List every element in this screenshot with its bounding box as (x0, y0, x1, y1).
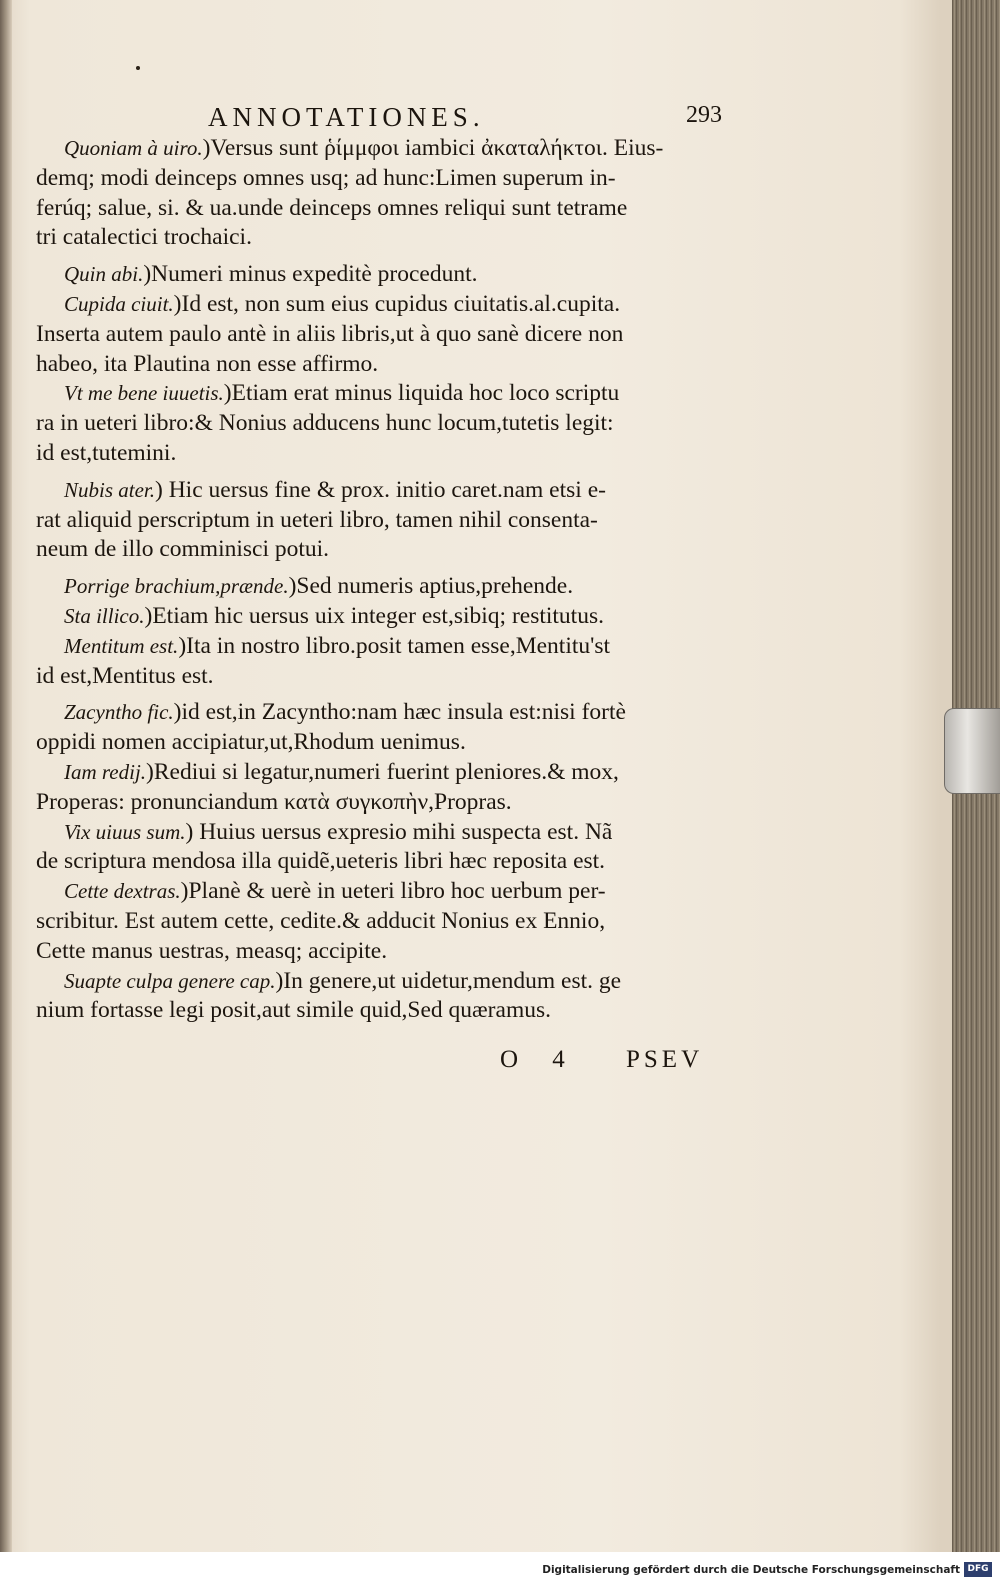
text-line (36, 632, 736, 662)
line-text: tri catalectici trochaici. (36, 224, 252, 251)
text-line (36, 260, 736, 290)
text-line (36, 728, 736, 758)
line-text: )Sed numeris aptius,prehende. (288, 573, 574, 600)
text-line (36, 379, 736, 409)
line-text: )Ita in nostro libro.posit tamen esse,Mentitu'st (178, 632, 611, 659)
text-line (36, 164, 736, 194)
text-line (36, 847, 736, 877)
line-text: Properas: pronunciandum κατὰ συγκοπὴν,Propras. (36, 788, 512, 815)
text-line (36, 572, 736, 602)
page-header (120, 100, 740, 136)
line-text: habeo, ita Plautina non esse affirmo. (36, 350, 379, 377)
text-line (36, 996, 736, 1026)
text-line (36, 698, 736, 728)
line-text: )Planè & uerè in ueteri libro hoc uerbum per- (180, 878, 606, 905)
line-text: Inserta autem paulo antè in aliis libris,ut à quo sanè dicere non (36, 320, 624, 347)
line-text: ferúq; salue, si. & ua.unde deinceps omnes reliqui sunt tetrame (36, 194, 628, 221)
line-text: rat aliquid perscriptum in ueteri libro, tamen nihil consenta- (36, 506, 598, 533)
running-head: ANNOTATIONES. (208, 102, 485, 132)
line-text: )Numeri minus expeditè procedunt. (143, 261, 478, 288)
text-line (36, 937, 736, 967)
line-text: nium fortasse legi posit,aut simile quid,Sed quæramus. (36, 997, 551, 1024)
line-text: ra in ueteri libro:& Nonius adducens hunc locum,tutetis legit: (36, 410, 614, 437)
funding-credit: Digitalisierung gefördert durch die Deutsche Forschungsgemeinschaft (542, 1564, 960, 1576)
text-line (36, 350, 736, 380)
line-text: )Id est, non sum eius cupidus ciuitatis.al.cupita. (173, 290, 621, 317)
text-line (36, 967, 736, 997)
page-number: 293 (686, 102, 722, 128)
catchword: PSEV (626, 1046, 704, 1073)
text-line (36, 602, 736, 632)
text-line (36, 320, 736, 350)
line-text: )In genere,ut uidetur,mendum est. ge (275, 967, 622, 994)
lemma: Nubis ater. (64, 477, 156, 502)
lemma: Zacyntho fic. (64, 700, 174, 725)
line-text: )Versus sunt ῥίμμφοι iambici ἀκαταλήκτοι. Eius- (202, 135, 664, 161)
lemma: Cupida ciuit. (64, 291, 174, 316)
lemma: Porrige brachium,prænde. (64, 574, 289, 599)
text-line (36, 907, 736, 937)
page-footer-marks (500, 1046, 740, 1082)
lemma: Cette dextras. (64, 879, 181, 904)
text-line (36, 409, 736, 439)
line-text: )Rediui si legatur,numeri fuerint pleniores.& mox, (146, 758, 619, 785)
text-line (36, 662, 736, 692)
line-text: )Etiam hic uersus uix integer est,sibiq; restitutus. (144, 602, 604, 629)
text-line (36, 223, 736, 253)
signature-mark: O 4 (500, 1046, 579, 1073)
lemma: Mentitum est. (64, 633, 179, 658)
text-line (36, 290, 736, 320)
lemma: Suapte culpa genere cap. (64, 968, 276, 993)
digitization-footer (0, 1552, 1000, 1588)
line-text: scribitur. Est autem cette, cedite.& adducit Nonius ex Ennio, (36, 907, 606, 934)
text-line (36, 476, 736, 506)
lemma: Vt me bene iuuetis. (64, 381, 224, 406)
line-text: ) Huius uersus expresio mihi suspecta est. Nã (185, 818, 613, 845)
line-text: oppidi nomen accipiatur,ut,Rhodum uenimus. (36, 729, 466, 756)
line-text: demq; modi deinceps omnes usq; ad hunc:Limen superum in- (36, 164, 616, 191)
text-line (36, 194, 736, 224)
binding-shadow (0, 0, 12, 1552)
lemma: Quoniam à uiro. (64, 136, 203, 160)
text-line (36, 535, 736, 565)
dfg-logo: DFG (964, 1562, 992, 1577)
line-text: ) Hic uersus fine & prox. initio caret.nam etsi e- (155, 476, 606, 503)
line-text: neum de illo comminisci potui. (36, 536, 330, 563)
line-text: id est,tutemini. (36, 439, 177, 466)
lemma: Quin abi. (64, 262, 144, 287)
line-text: Cette manus uestras, measq; accipite. (36, 937, 388, 964)
text-line (36, 506, 736, 536)
lemma: Vix uiuus sum. (64, 819, 186, 844)
text-line (36, 788, 736, 818)
page-clip (944, 708, 1000, 794)
text-line (36, 134, 736, 164)
line-text: de scriptura mendosa illa quidẽ,ueteris libri hæc reposita est. (36, 848, 606, 875)
lemma: Iam redij. (64, 759, 147, 784)
line-text: )id est,in Zacyntho:nam hæc insula est:nisi fortè (173, 699, 626, 726)
lemma: Sta illico. (64, 603, 145, 628)
text-line (36, 818, 736, 848)
text-line (36, 439, 736, 469)
text-line (36, 877, 736, 907)
line-text: id est,Mentitus est. (36, 662, 214, 689)
text-line (36, 758, 736, 788)
line-text: )Etiam erat minus liquida hoc loco scriptu (223, 380, 620, 407)
text-block (36, 134, 736, 1026)
ink-dot (136, 66, 140, 70)
